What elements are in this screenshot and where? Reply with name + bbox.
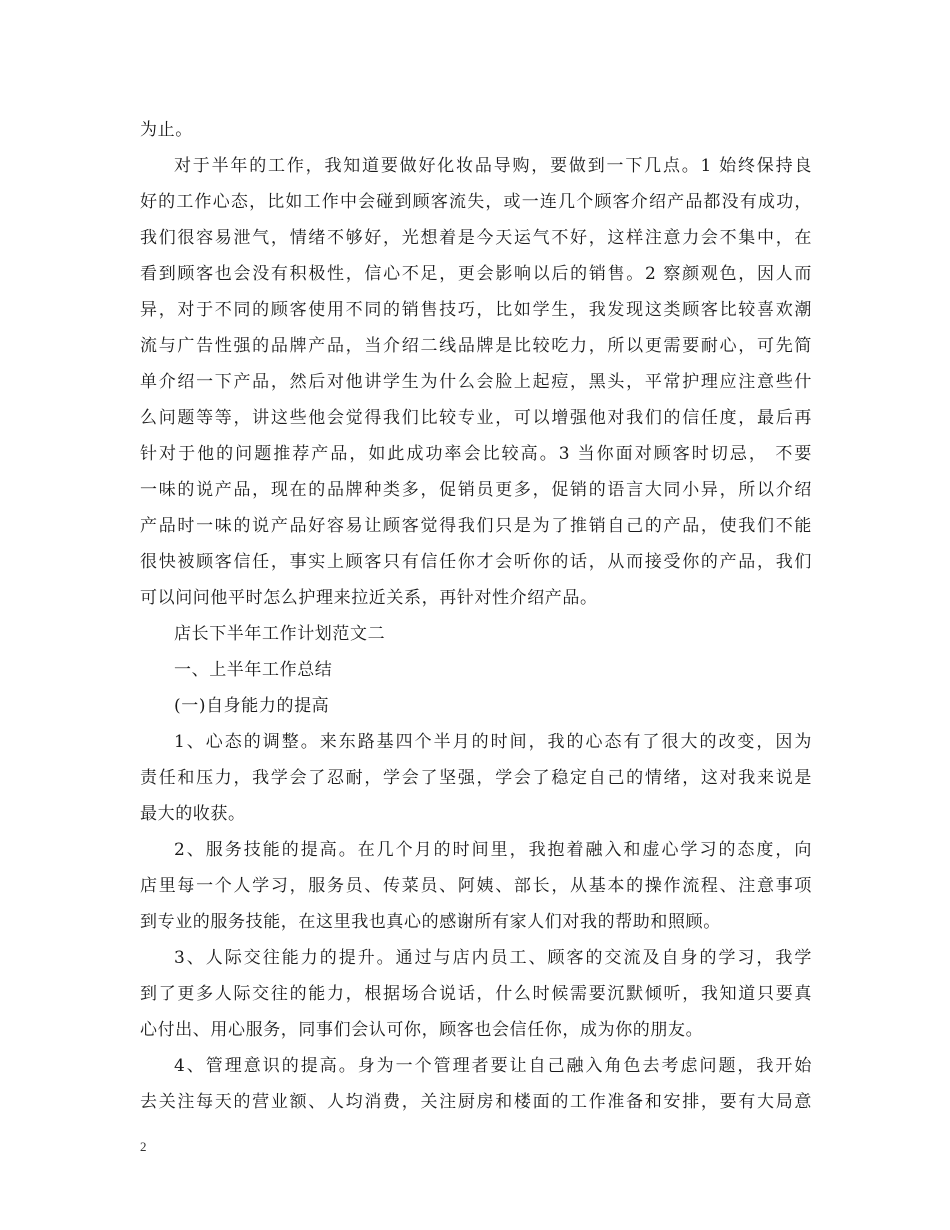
text-line: 一味的说产品，现在的品牌种类多，促销员更多，促销的语言大同小异，所以介绍 [140, 480, 812, 500]
text-line: 产品时一味的说产品好容易让顾客觉得我们只是为了推销自己的产品，使我们不能 [140, 516, 812, 536]
document-body [140, 112, 812, 1120]
text-line: 好的工作心态，比如工作中会碰到顾客流失，或一连几个顾客介绍产品都没有成功， [140, 192, 812, 212]
text-line: 我们很容易泄气，情绪不够好，光想着是今天运气不好，这样注意力会不集中，在 [140, 228, 812, 248]
text-line: 责任和压力，我学会了忍耐，学会了坚强，学会了稳定自己的情绪，这对我来说是 [140, 768, 812, 788]
text-line: 一、上半年工作总结 [174, 660, 333, 680]
text-line: 3、人际交往能力的提升。通过与店内员工、顾客的交流及自身的学习，我学 [174, 948, 812, 968]
text-line: 到了更多人际交往的能力，根据场合说话，什么时候需要沉默倾听，我知道只要真 [140, 984, 812, 1004]
text-line: 心付出、用心服务，同事们会认可你，顾客也会信任你，成为你的朋友。 [140, 1020, 704, 1040]
text-line: (一)自身能力的提高 [174, 696, 330, 716]
text-line: 异，对于不同的顾客使用不同的销售技巧，比如学生，我发现这类顾客比较喜欢潮 [140, 300, 812, 320]
text-line: 么问题等等，讲这些他会觉得我们比较专业，可以增强他对我们的信任度，最后再 [140, 408, 812, 428]
text-line: 去关注每天的营业额、人均消费，关注厨房和楼面的工作准备和安排，要有大局意 [140, 1092, 812, 1112]
text-line: 最大的收获。 [140, 804, 246, 824]
text-line: 店里每一个人学习，服务员、传菜员、阿姨、部长，从基本的操作流程、注意事项 [140, 876, 812, 896]
text-line: 看到顾客也会没有积极性，信心不足，更会影响以后的销售。2 察颜观色，因人而 [140, 264, 812, 284]
text-line: 为止。 [140, 120, 193, 140]
text-line: 2、服务技能的提高。在几个月的时间里，我抱着融入和虚心学习的态度，向 [174, 840, 812, 860]
page-number: 2 [140, 1139, 147, 1154]
text-line: 对于半年的工作，我知道要做好化妆品导购，要做到一下几点。1 始终保持良 [174, 156, 812, 176]
text-line: 可以问问他平时怎么护理来拉近关系，再针对性介绍产品。 [140, 588, 598, 608]
text-line: 很快被顾客信任，事实上顾客只有信任你才会听你的话，从而接受你的产品，我们 [140, 552, 812, 572]
text-line: 流与广告性强的品牌产品，当介绍二线品牌是比较吃力，所以更需要耐心，可先简 [140, 336, 812, 356]
text-line: 到专业的服务技能，在这里我也真心的感谢所有家人们对我的帮助和照顾。 [140, 912, 721, 932]
text-line: 4、管理意识的提高。身为一个管理者要让自己融入角色去考虑问题，我开始 [174, 1056, 812, 1076]
text-line: 店长下半年工作计划范文二 [174, 624, 386, 644]
text-line: 针对于他的问题推荐产品，如此成功率会比较高。3 当你面对顾客时切忌， 不要 [140, 444, 812, 464]
text-line: 单介绍一下产品，然后对他讲学生为什么会脸上起痘，黑头，平常护理应注意些什 [140, 372, 812, 392]
text-line: 1、心态的调整。来东路基四个半月的时间，我的心态有了很大的改变，因为 [174, 732, 812, 752]
